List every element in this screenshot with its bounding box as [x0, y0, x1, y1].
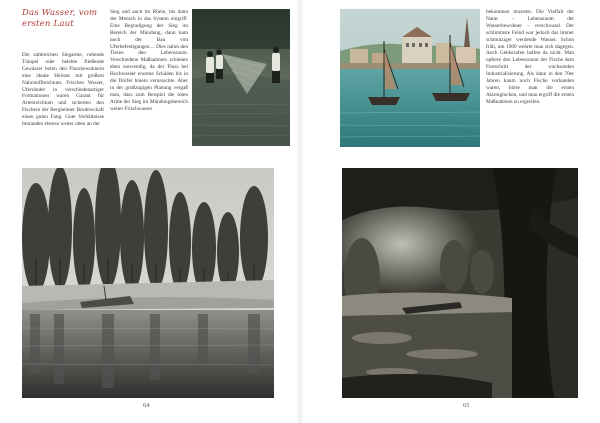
- poplar-river-photo: [22, 168, 274, 398]
- tree-pond-photo: [342, 168, 578, 398]
- page-gutter: [296, 0, 304, 423]
- page-number-right: 65: [463, 402, 470, 409]
- page-number-left: 64: [143, 402, 150, 409]
- fishing-net-photo: [192, 9, 290, 146]
- paragraph: Die zahlreichen Siegarme, ruhende Tümpel oder belebte fließende Gewässer boten den Flussbewohnern eine ideale Heimat mit großem Nahrstoffreichtum. Frisches Wasser, Uferränder in verschiedenartiger Formationen waren Garant für Artenreichtum und sicherten den Fischern der Bergheimer Bruderschaft einen guten Fang. Gute Verhältnisse bestanden ebenso weiter oben an der: [22, 52, 104, 128]
- paragraph: Sieg und auch im Rhein, bis dann der Mensch in das System eingriff. Eine Begradigung der Sieg im Bereich der Mündung, dann kam noch der Bau von Uferbefestigungen.... Dies nahm den Tieren den Lebensraum. Verschiedene Maßnahmen schienen eben notwendig, da der Fluss bei Hochwasser enorme Schäden bis in die Dörfer hinein verursachte. Aber in der großzügigen Planung vergaß man, dass zum Beispiel die toten Arme der Sieg im Mündungsbereich weiter Frischwasser: [110, 9, 188, 112]
- rhine-harbor-photo: [340, 9, 480, 147]
- paragraph: bekommen mussten. Die Vielfalt der Natur – Lebensraum der Wasserbewohner – verschwand. Der schlimmste Feind war jedoch das immer schmutziger werdende Wasser. Schon früh, um 1900 wehrte man sich dagegen. Auch Geldstrafen halfen da nicht. Man opferte den Lebensraum der Fische dem Fortschritt der wachsenden Industrialisierung. Als dann in den 70er Jahren kaum noch Fische vorhanden waren, hörte man die ersten Alarmglocken, und man ergriff die ersten Maßnahmen zu ergreifen.: [486, 9, 574, 105]
- text-column-right: [486, 9, 574, 106]
- page-heading: Das Wasser, vom ersten Laut: [22, 8, 98, 29]
- text-column-left-1: [22, 52, 104, 128]
- text-column-left-2: [110, 9, 188, 113]
